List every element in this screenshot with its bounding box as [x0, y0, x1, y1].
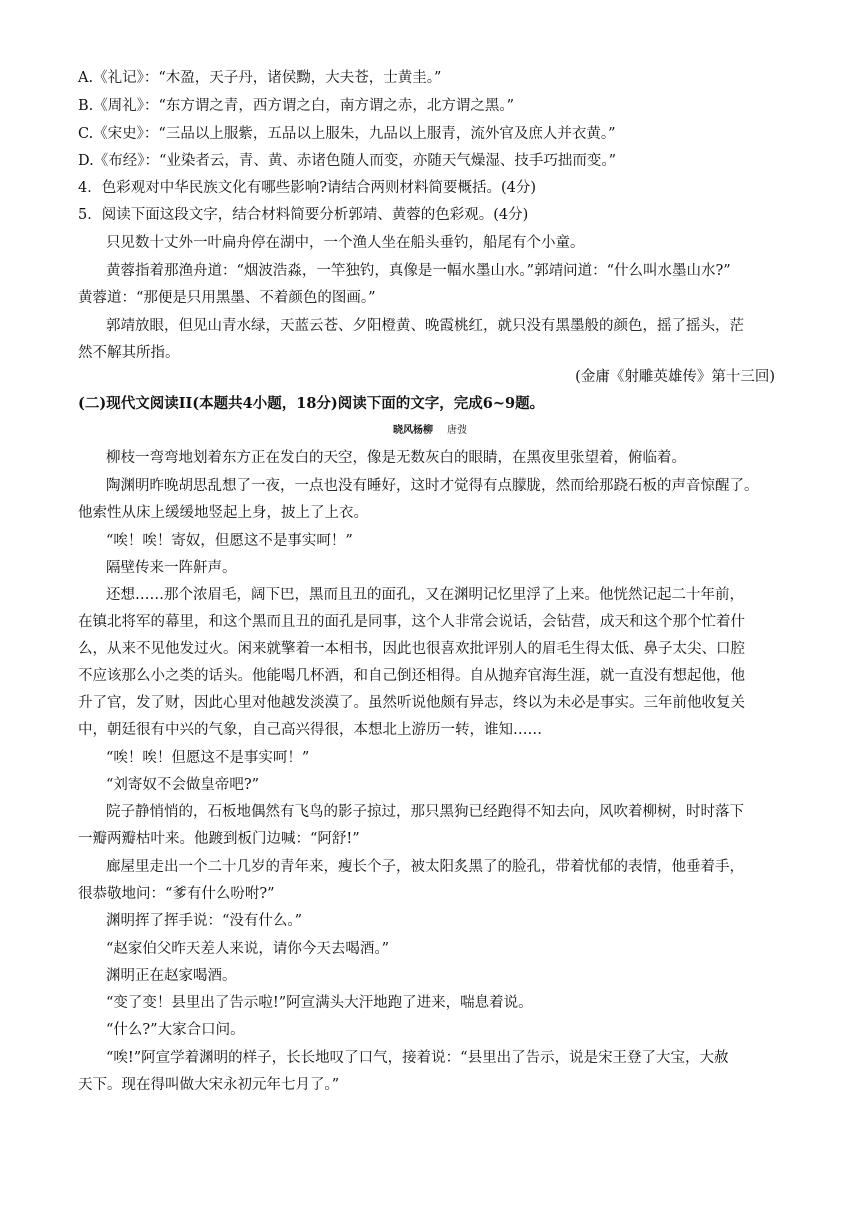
option-d: D.《布经》：“业染者云，青、黄、赤诸色随人而变，亦随天气燥湿、技手巧拙而变。”	[78, 153, 617, 169]
story-line: 升了官，发了财，因此心里对他越发淡漠了。虽然听说他颇有异志，终以为未必是事实。三年前他收复关	[78, 695, 745, 711]
story-line: 他索性从床上缓缓地竖起上身，披上了上衣。	[78, 505, 368, 521]
story-line: “什么?”大家合口问。	[106, 1022, 245, 1038]
story-author: 唐弢	[447, 425, 467, 436]
story-line: 渊明正在赵家喝酒。	[106, 968, 237, 984]
story-line: 很恭敬地问：“爹有什么吩咐?”	[78, 886, 275, 902]
story-line: 天下。现在得叫做大宋永初元年七月了。”	[78, 1077, 340, 1093]
section-2-heading: (二)现代文阅读II(本题共4小题，18分)阅读下面的文字，完成6~9题。	[78, 395, 545, 412]
story-line: 在镇北将军的幕里，和这个黑而且丑的面孔是同事，这个人非常会说话，会钻营，成天和这个那个忙着什	[78, 614, 745, 630]
story-line: 中，朝廷很有中兴的气象，自己高兴得很，本想北上游历一转，谁知……	[78, 722, 542, 738]
excerpt-paragraph-2: 黄蓉指着那渔舟道：“烟波浩淼，一竿独钓，真像是一幅水墨山水。”郭靖问道：“什么叫水墨山水?”	[106, 263, 731, 279]
question-5: 5．阅读下面这段文字，结合材料简要分析郭靖、黄蓉的色彩观。(4分)	[78, 207, 529, 223]
excerpt-paragraph-2-cont: 黄蓉道：“那便是只用黑墨、不着颜色的图画。”	[78, 290, 376, 306]
story-title-line	[0, 421, 860, 441]
story-line: “唉!”阿宣学着渊明的样子，长长地叹了口气，接着说：“县里出了告示，说是宋王登了大宝，大赦	[106, 1050, 729, 1066]
excerpt-paragraph-3: 郭靖放眼，但见山青水绿，天蓝云苍、夕阳橙黄、晚霞桃红，就只没有黑墨般的颜色，摇了摇头，茫	[106, 318, 744, 334]
story-line: 柳枝一弯弯地划着东方正在发白的天空，像是无数灰白的眼睛，在黑夜里张望着，俯临着。	[106, 450, 686, 466]
option-a: A.《礼记》：“木盈，天子丹，诸侯黝，大夫苍，士黄圭。”	[78, 70, 442, 86]
story-title: 晓风杨柳	[393, 425, 433, 436]
story-line: “变了变！县里出了告示啦!”阿宣满头大汗地跑了进来，喘息着说。	[106, 995, 533, 1011]
option-b: B.《周礼》：“东方谓之青，西方谓之白，南方谓之赤，北方谓之黑。”	[78, 98, 515, 114]
excerpt-paragraph-1: 只见数十丈外一叶扁舟停在湖中，一个渔人坐在船头垂钓，船尾有个小童。	[106, 235, 585, 251]
story-line: “赵家伯父昨天差人来说，请你今天去喝酒。”	[106, 941, 390, 957]
story-line: 廊屋里走出一个二十几岁的青年来，瘦长个子，被太阳炙黑了的脸孔，带着忧郁的表情，他垂着手，	[106, 859, 744, 875]
story-line: 一瓣两瓣枯叶来。他踱到板门边喊：“阿舒!”	[78, 831, 360, 847]
story-line: 渊明挥了挥手说：“没有什么。”	[106, 913, 303, 929]
excerpt-paragraph-3-cont: 然不解其所指。	[78, 345, 180, 361]
story-line: 陶渊明昨晚胡思乱想了一夜，一点也没有睡好，这时才觉得有点朦胧，然而给那跷石板的声音惊醒了。	[106, 478, 759, 494]
story-line: 么，从来不见他发过火。闲来就擎着一本相书，因此也很喜欢批评别人的眉毛生得太低、鼻子太尖、口腔	[78, 641, 745, 657]
question-4: 4．色彩观对中华民族文化有哪些影响?请结合两则材料简要概括。(4分)	[78, 180, 537, 196]
story-line: “刘寄奴不会做皇帝吧?”	[106, 777, 260, 793]
story-line: 院子静悄悄的，石板地偶然有飞鸟的影子掠过，那只黑狗已经跑得不知去向，风吹着柳树，时时落下	[106, 804, 744, 820]
story-line: 还想……那个浓眉毛，阔下巴，黑而且丑的面孔，又在渊明记忆里浮了上来。他恍然记起二十年前，	[106, 587, 744, 603]
story-line: 隔壁传来一阵鼾声。	[106, 560, 237, 576]
story-line: 不应该那么小之类的话头。他能喝几杯酒，和自己倒还相得。自从抛弃官海生涯，就一直没有想起他，他	[78, 668, 745, 684]
story-line: “唉！唉！寄奴，但愿这不是事实呵！”	[106, 533, 353, 549]
story-line: “唉！唉！但愿这不是事实呵！”	[106, 750, 310, 766]
option-c: C.《宋史》：“三品以上服紫，五品以上服朱，九品以上服青，流外官及庶人并衣黄。”	[78, 126, 616, 142]
excerpt-source: (金庸《射雕英雄传》第十三回)	[575, 369, 775, 385]
